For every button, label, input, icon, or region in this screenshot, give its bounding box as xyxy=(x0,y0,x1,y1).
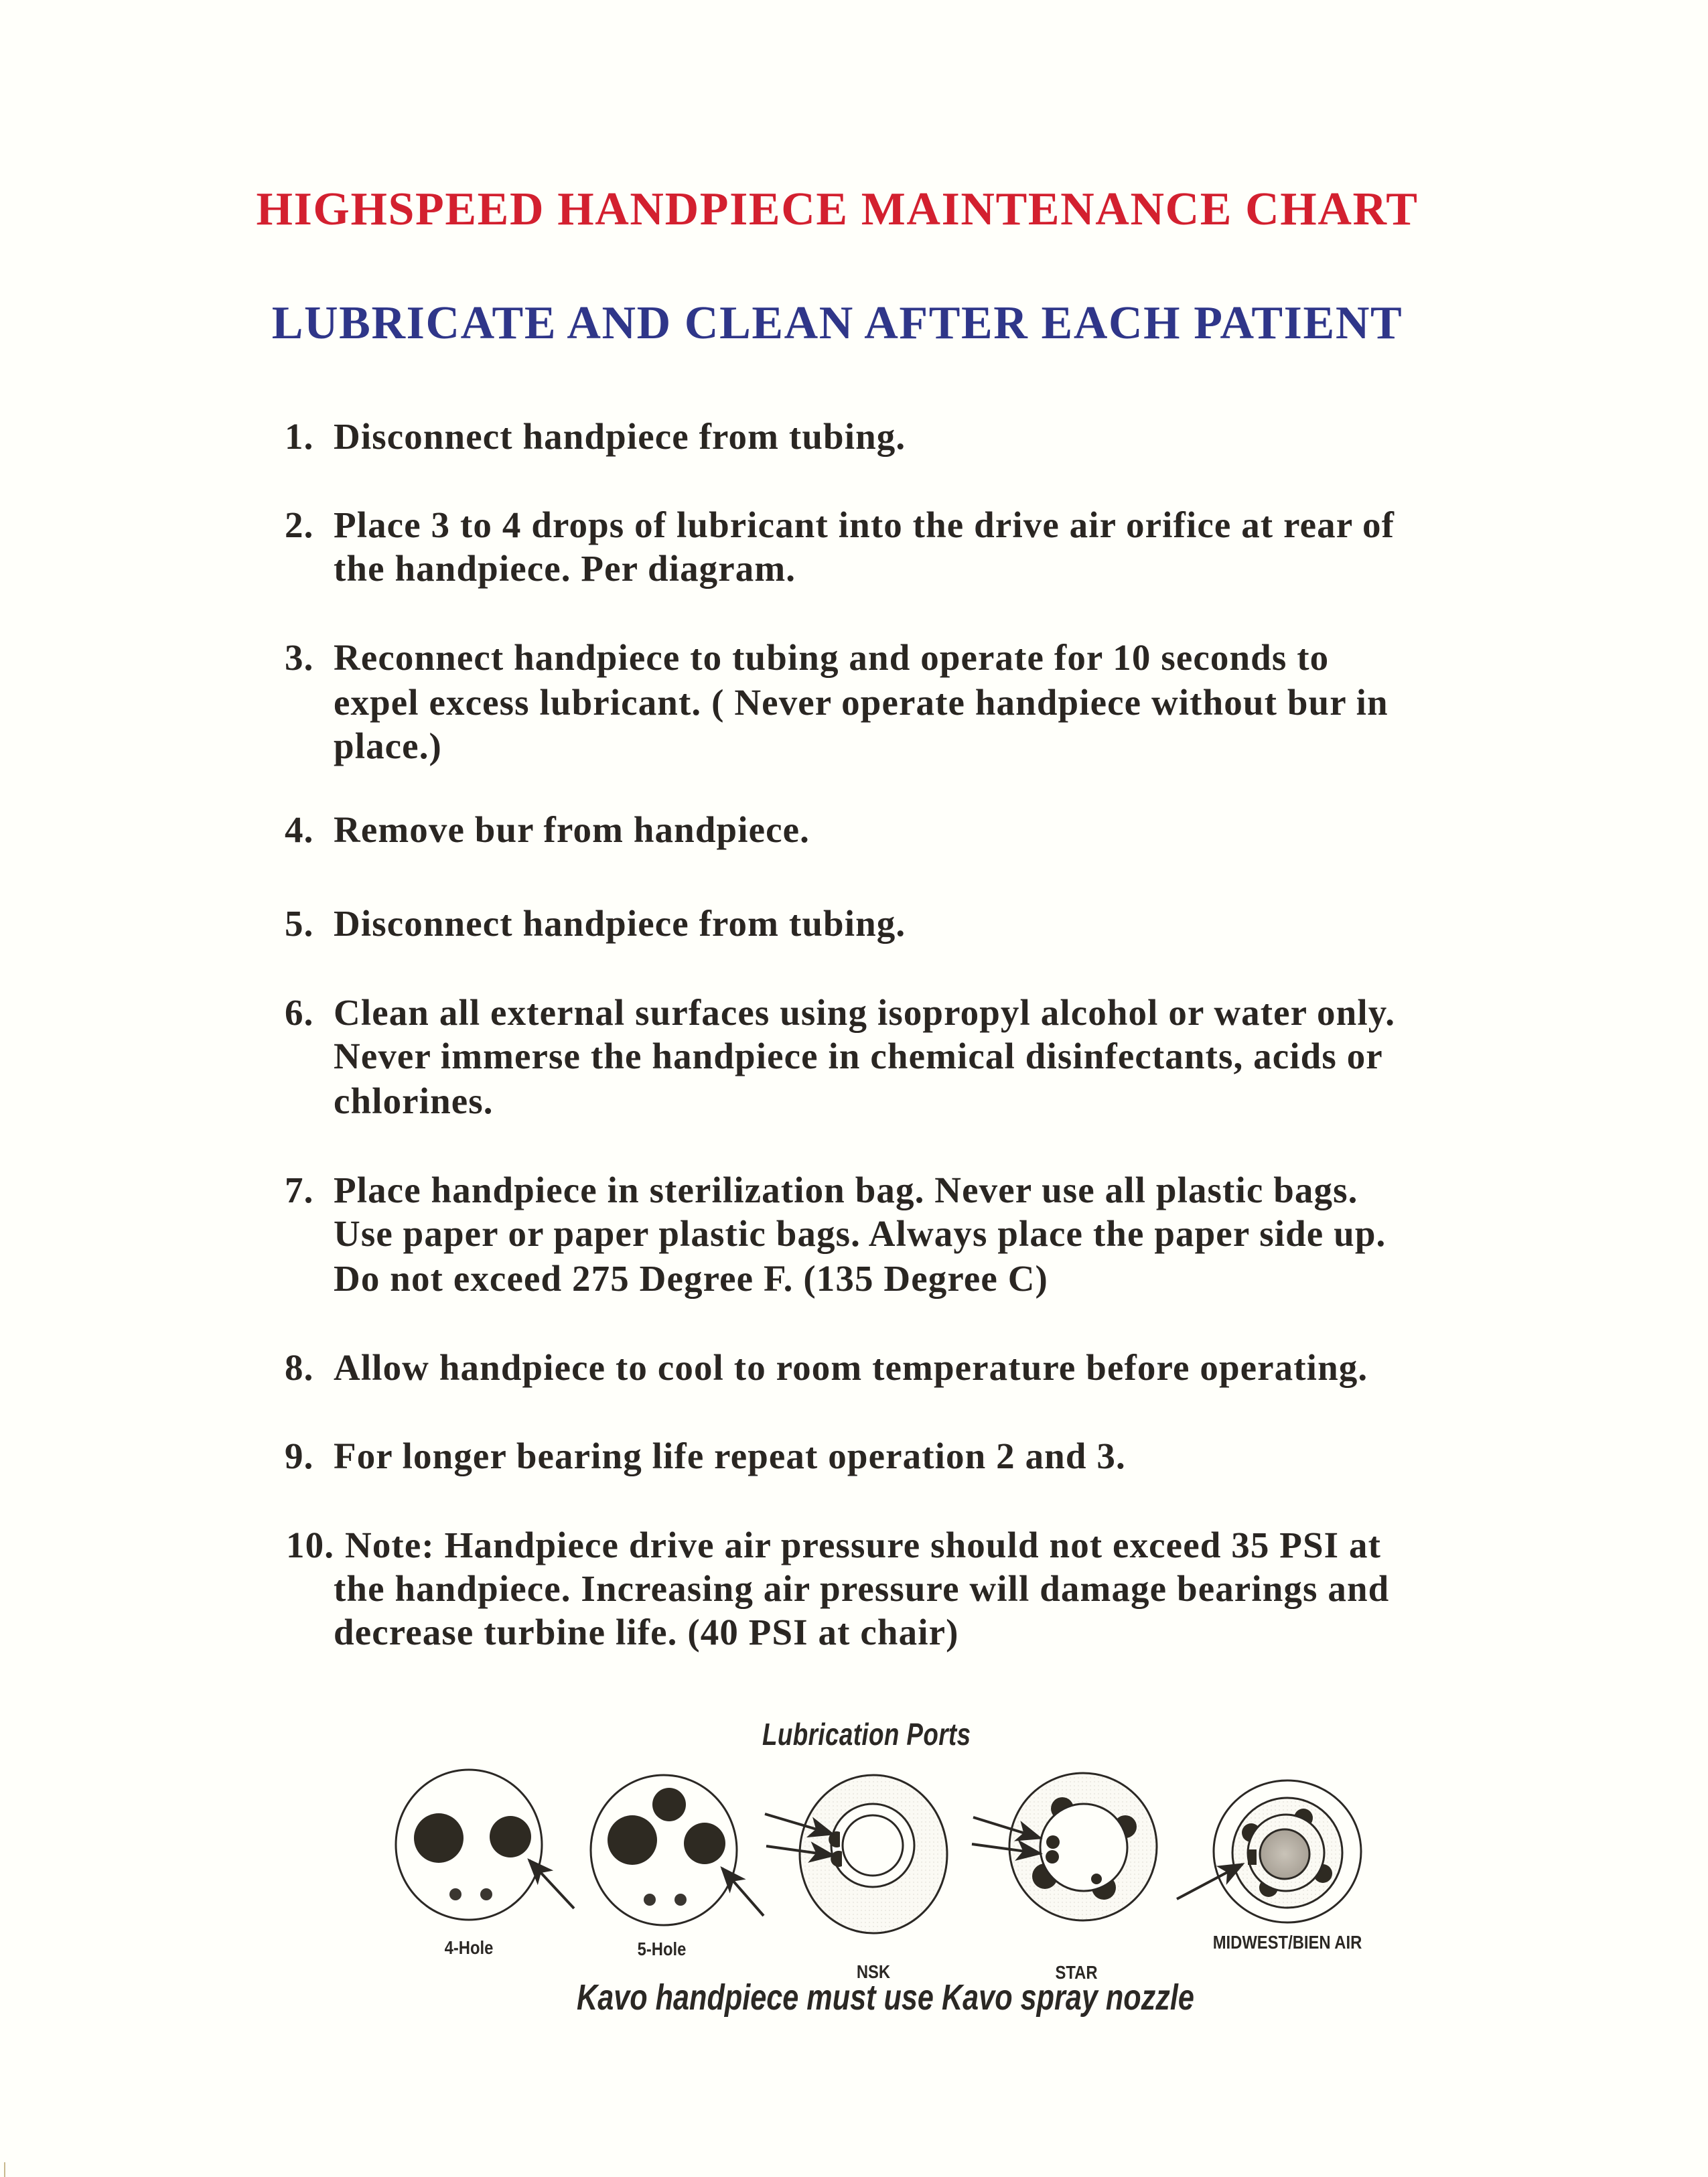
page-title: HIGHSPEED HANDPIECE MAINTENANCE CHART xyxy=(256,184,1419,235)
diagram-heading: Lubrication Ports xyxy=(762,1717,971,1752)
step-text: the handpiece. Increasing air pressure will damage bearings and xyxy=(334,1568,1390,1609)
step-number: 1. xyxy=(285,416,314,457)
step-text: For longer bearing life repeat operation 2 and 3. xyxy=(334,1435,1126,1476)
port-label-4-hole: 4-Hole xyxy=(444,1937,494,1958)
step-text: Reconnect handpiece to tubing and operate for 10 seconds to xyxy=(334,637,1330,678)
port-label-star: STAR xyxy=(1055,1962,1098,1983)
port-label-5-hole: 5-Hole xyxy=(637,1939,687,1959)
step-text: Place handpiece in sterilization bag. Never use all plastic bags. xyxy=(334,1170,1358,1210)
step-text: expel excess lubricant. ( Never operate handpiece without bur in xyxy=(334,682,1389,723)
step-text: Place 3 to 4 drops of lubricant into the drive air orifice at rear of xyxy=(334,504,1395,545)
four-hole-port-icon xyxy=(396,1770,574,1920)
star-port-icon xyxy=(972,1773,1157,1920)
step-number: 7. xyxy=(285,1170,314,1210)
scan-artifact xyxy=(4,2162,5,2177)
step-text: Remove bur from handpiece. xyxy=(334,809,810,850)
step-text: Do not exceed 275 Degree F. (135 Degree C) xyxy=(334,1258,1048,1299)
step-number: 9. xyxy=(285,1435,314,1476)
step-number: 3. xyxy=(285,637,314,678)
step-number: 6. xyxy=(285,992,314,1033)
step-number: 5. xyxy=(285,903,314,944)
step-text: Never immerse the handpiece in chemical disinfectants, acids or xyxy=(334,1036,1383,1076)
step-text: Allow handpiece to cool to room temperature before operating. xyxy=(334,1347,1368,1388)
step-text: place.) xyxy=(334,725,442,766)
step-number: 2. xyxy=(285,504,314,545)
step-text: the handpiece. Per diagram. xyxy=(334,548,796,589)
page-subtitle: LUBRICATE AND CLEAN AFTER EACH PATIENT xyxy=(271,297,1403,349)
step-text: Disconnect handpiece from tubing. xyxy=(334,903,906,944)
step-number: 4. xyxy=(285,809,314,850)
step-number: 10. xyxy=(286,1525,335,1565)
kavo-footnote: Kavo handpiece must use Kavo spray nozzle xyxy=(577,1977,1194,2018)
step-text: decrease turbine life. (40 PSI at chair) xyxy=(334,1612,959,1653)
step-text: Disconnect handpiece from tubing. xyxy=(334,416,906,457)
port-label-nsk: NSK xyxy=(856,1961,891,1982)
port-label-midwest-bien-air: MIDWEST/BIEN AIR xyxy=(1212,1932,1362,1953)
nsk-port-icon xyxy=(765,1775,947,1933)
five-hole-port-icon xyxy=(591,1775,764,1925)
step-text: chlorines. xyxy=(334,1080,494,1121)
step-text: Clean all external surfaces using isopropyl alcohol or water only. xyxy=(334,992,1396,1033)
step-text: Note: Handpiece drive air pressure should not exceed 35 PSI at xyxy=(345,1525,1382,1565)
midwest-bien-air-port-icon xyxy=(1177,1780,1361,1922)
step-text: Use paper or paper plastic bags. Always place the paper side up. xyxy=(334,1213,1386,1254)
step-number: 8. xyxy=(285,1347,314,1388)
